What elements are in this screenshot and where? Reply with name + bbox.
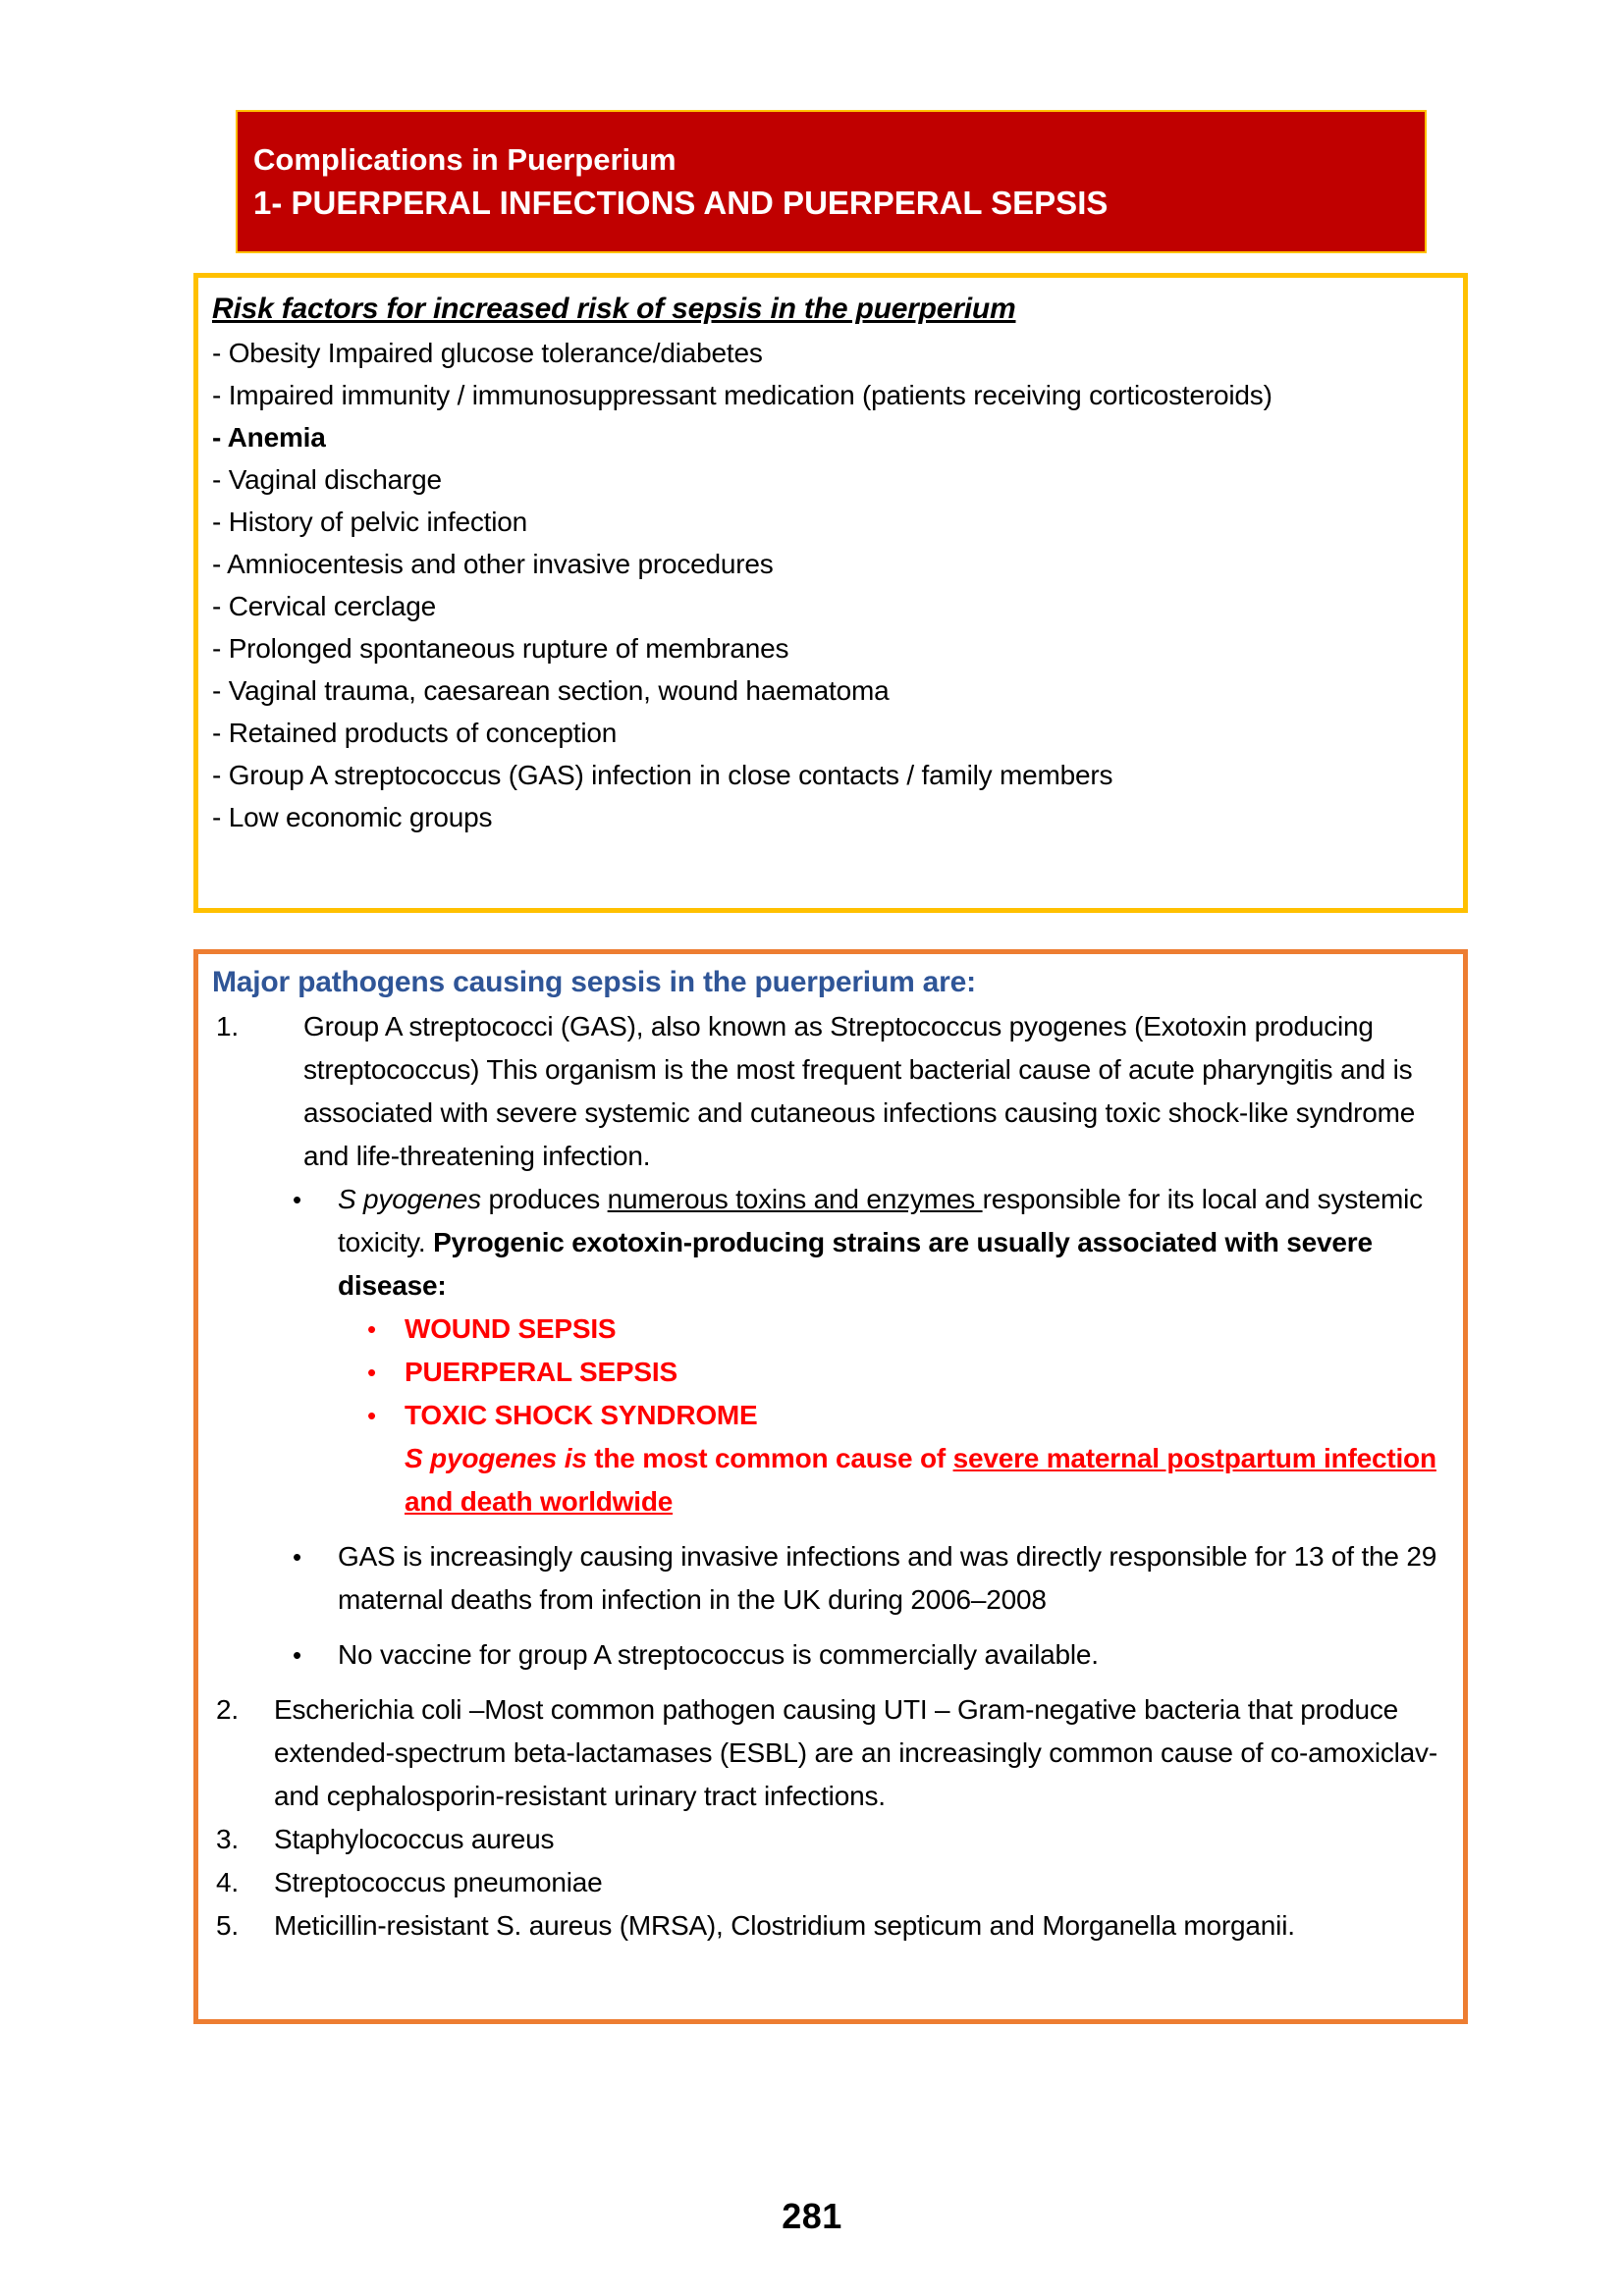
risk-factors-box (193, 273, 1468, 913)
slide-title-banner (236, 110, 1427, 253)
block-text: GAS is increasingly causing invasive infections and was directly responsible for 13 of the 29 maternal deaths from infection in the UK during 2006–2008 (338, 1541, 1437, 1615)
s-pyogenes-toxins-bullet (293, 1178, 1445, 1308)
block-text: WOUND SEPSIS (405, 1313, 617, 1344)
pathogen-item-1 (212, 1005, 1445, 1178)
risk-factor-item: - Low economic groups (212, 802, 493, 832)
risk-factor-item: - History of pelvic infection (212, 507, 527, 537)
s-pyogenes-mortality-note (405, 1437, 1445, 1523)
bullet-icon: • (367, 1358, 376, 1387)
risk-factor-item: - Group A streptococcus (GAS) infection in close contacts / family members (212, 760, 1113, 790)
banner-title-line1: Complications in Puerperium (253, 142, 677, 177)
bullet-icon: • (293, 1185, 301, 1214)
block-text: Group A streptococci (GAS), also known as Streptococcus pyogenes (Exotoxin producing streptococcus) This organism is the most frequent bacterial cause of acute pharyngitis and is associated with severe systemic and cutaneous infections causing toxic shock-like syndrome and life-threatening infection. (303, 1011, 1416, 1171)
risk-factor-item: - Prolonged spontaneous rupture of membranes (212, 633, 789, 664)
block-text: Streptococcus pneumoniae (274, 1867, 603, 1897)
risk-factor-item: - Retained products of conception (212, 718, 618, 748)
risk-factor-item: - Anemia (212, 422, 326, 453)
block-text: Staphylococcus aureus (274, 1824, 555, 1854)
pathogen-item-5 (212, 1904, 1445, 1948)
block-text: PUERPERAL SEPSIS (405, 1357, 677, 1387)
pathogen-item-2 (212, 1688, 1445, 1818)
pathogen-item-4 (212, 1861, 1445, 1904)
pathogen-item-3 (212, 1818, 1445, 1861)
bullet-icon: • (293, 1640, 301, 1670)
banner-title-line2: 1- PUERPERAL INFECTIONS AND PUERPERAL SEPSIS (253, 185, 1109, 221)
risk-factor-item: - Amniocentesis and other invasive procedures (212, 549, 774, 579)
block-text: Escherichia coli –Most common pathogen causing UTI – Gram-negative bacteria that produce extended-spectrum beta-lactamases (ESBL) are an increasingly common cause of co-amoxiclav- and cephalosporin-resistant urinary tract infections. (274, 1694, 1437, 1811)
risk-factor-item: - Vaginal discharge (212, 464, 442, 495)
no-vaccine-bullet (293, 1633, 1445, 1677)
puerperal-sepsis-bullet (367, 1351, 1445, 1394)
list-number: 2. (216, 1694, 239, 1725)
page-number: 281 (782, 2196, 842, 2236)
risk-factors-title: Risk factors for increased risk of sepsis in the puerperium (212, 293, 1016, 325)
wound-sepsis-bullet (367, 1308, 1445, 1351)
list-number: 3. (216, 1824, 239, 1854)
toxic-shock-syndrome-bullet (367, 1394, 1445, 1437)
risk-factor-item: - Vaginal trauma, caesarean section, wound haematoma (212, 675, 890, 706)
list-number: 1. (216, 1011, 239, 1041)
list-number: 5. (216, 1910, 239, 1941)
pathogens-title: Major pathogens causing sepsis in the puerperium are: (212, 966, 976, 998)
bullet-icon: • (293, 1542, 301, 1572)
bullet-icon: • (367, 1314, 376, 1344)
bullet-icon: • (367, 1401, 376, 1430)
block-text: S pyogenes produces numerous toxins and enzymes responsible for its local and systemic toxicity. Pyrogenic exotoxin-producing strains are usually associated with severe disease: (338, 1184, 1423, 1301)
block-text: No vaccine for group A streptococcus is commercially available. (338, 1639, 1099, 1670)
risk-factor-item: - Obesity Impaired glucose tolerance/diabetes (212, 338, 763, 368)
list-number: 4. (216, 1867, 239, 1897)
gas-invasive-infections-bullet (293, 1535, 1445, 1622)
pathogens-content (212, 1005, 1445, 1948)
block-text: S pyogenes is the most common cause of severe maternal postpartum infection and death worldwide (405, 1443, 1436, 1517)
risk-factor-item: - Impaired immunity / immunosuppressant medication (patients receiving corticosteroids) (212, 380, 1272, 410)
block-text: TOXIC SHOCK SYNDROME (405, 1400, 758, 1430)
block-text: Meticillin-resistant S. aureus (MRSA), Clostridium septicum and Morganella morganii. (274, 1910, 1295, 1941)
pathogens-box (193, 949, 1468, 2024)
risk-factor-item: - Cervical cerclage (212, 591, 437, 621)
risk-factors-list (212, 332, 1445, 838)
